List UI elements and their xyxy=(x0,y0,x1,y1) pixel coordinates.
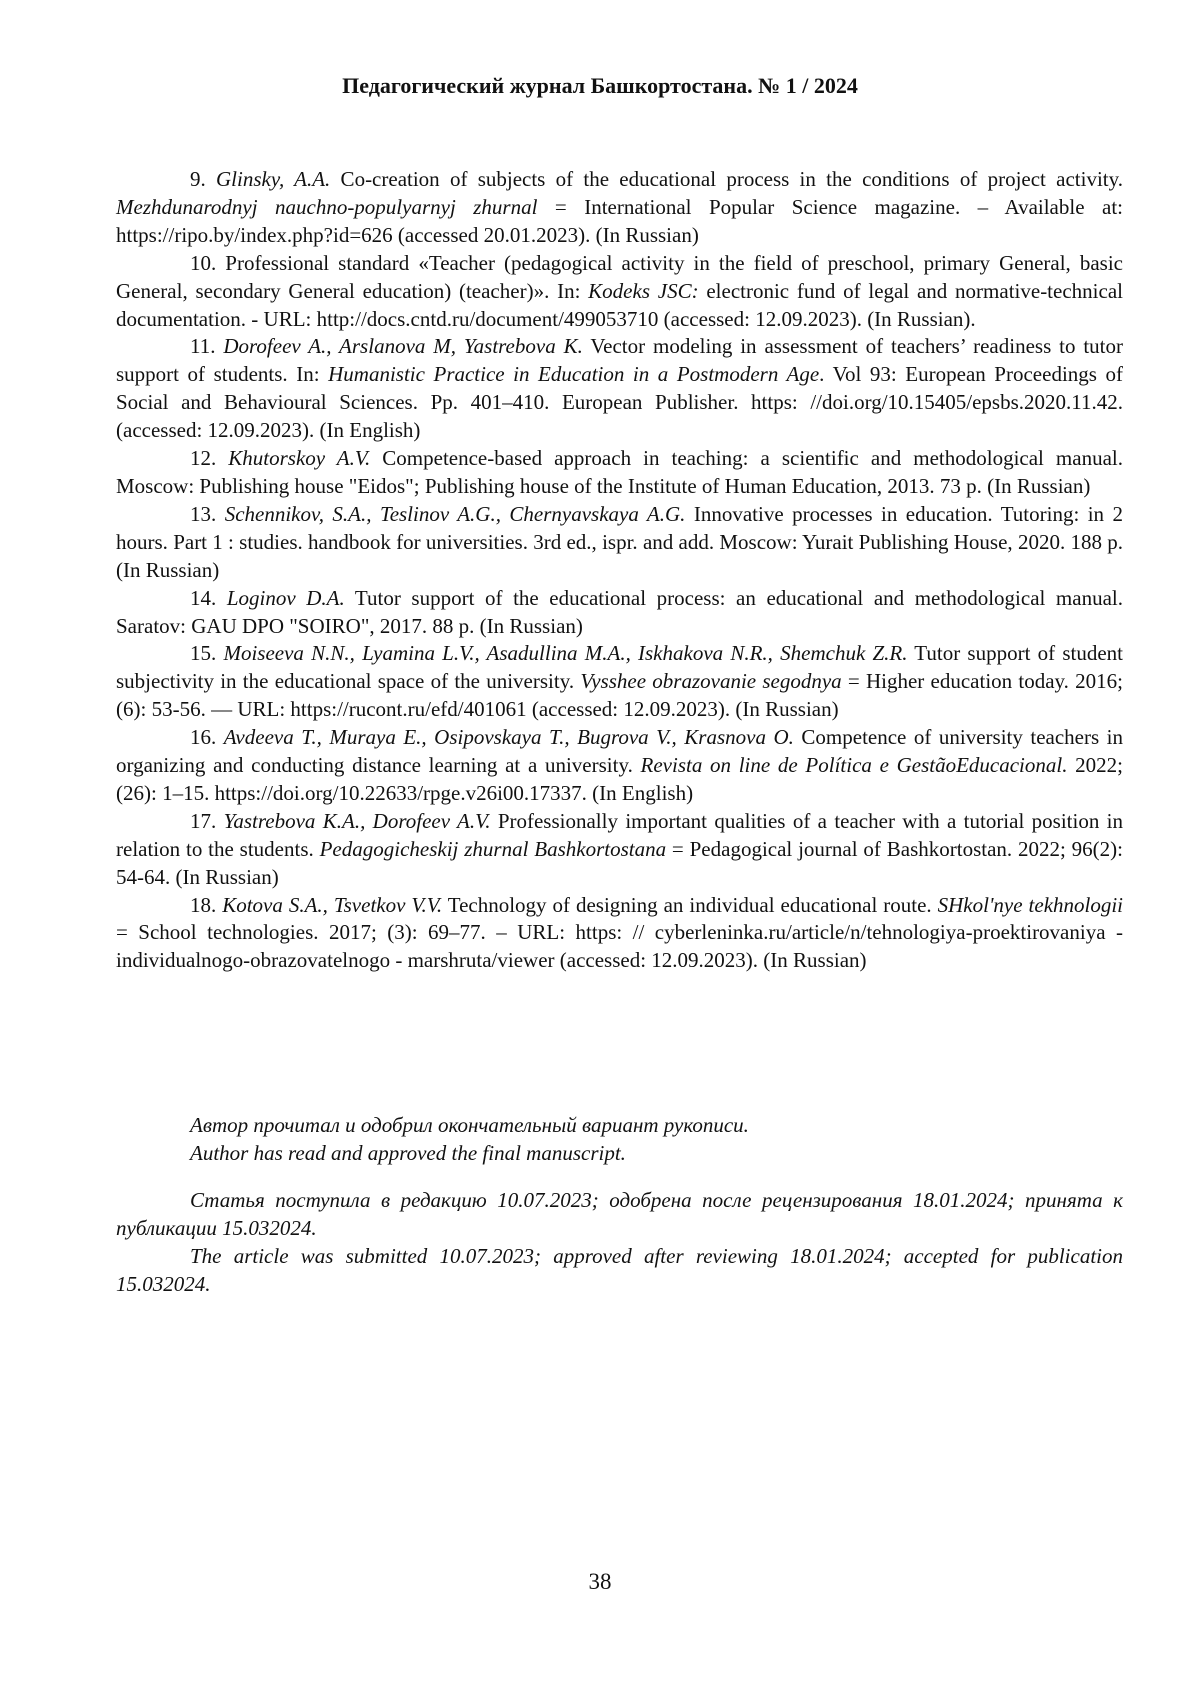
reference-number: 17. xyxy=(190,808,217,833)
reference-item xyxy=(116,250,1123,334)
reference-text: Technology of designing an individual educational route. xyxy=(442,892,938,917)
reference-italic-text: Moiseeva N.N., Lyamina L.V., Asadullina M.A., Iskhakova N.R., Shemchuk Z.R. xyxy=(223,641,908,666)
reference-number: 15. xyxy=(190,641,217,666)
reference-italic-text: Loginov D.A. xyxy=(226,585,345,610)
reference-italic-text: Khutorskoy A.V. xyxy=(228,446,371,471)
reference-italic-text: Schennikov, S.A., Teslinov A.G., Chernyavskaya A.G. xyxy=(224,501,686,526)
reference-text: electronic fund of legal and normative-technical documentation. - URL: http://docs.cntd.ru/document/499053710 (accessed: 12.09.2023). (In Russian). xyxy=(116,278,1123,331)
reference-text: Tutor support of student subjectivity in the educational space of the university. xyxy=(116,641,1123,694)
reference-number: 13. xyxy=(190,501,217,526)
reference-italic-text: Vysshee obrazovanie segodnya xyxy=(580,669,842,694)
reference-text: = School technologies. 2017; (3): 69–77. – URL: https: // cyberleninka.ru/article/n/tehnologiya-proektirovaniya - individualnogo-obrazovatelnogo - marshruta/viewer (accessed: 12.09.2023). (In Russian) xyxy=(116,920,1123,973)
reference-number: 14. xyxy=(190,585,217,610)
reference-text: = Pedagogical journal of Bashkortostan. 2022; 96(2): 54-64. (In Russian) xyxy=(116,836,1124,889)
page-number: 38 xyxy=(588,1569,612,1594)
reference-text xyxy=(216,446,228,470)
reference-item xyxy=(116,892,1123,976)
reference-italic-text: Dorofeev A., Arslanova M, Yastrebova K. xyxy=(223,334,583,359)
reference-text: Co-creation of subjects of the educational process in the conditions of project activity. xyxy=(330,167,1124,191)
reference-item xyxy=(116,333,1123,445)
reference-number: 11. xyxy=(190,334,216,359)
reference-text: Professional standard «Teacher (pedagogical activity in the field of preschool, primary General, basic General, secondary General education) (teacher)». In: xyxy=(116,250,1123,303)
reference-text xyxy=(216,502,224,526)
reference-list xyxy=(116,166,1123,975)
journal-header: Педагогический журнал Башкортостана. № 1 / 2024 xyxy=(342,73,858,98)
reference-text: . Vol 93: European Proceedings of Social and Behavioural Sciences. Pp. 401–410. European Publisher. https: //doi.org/10.15405/epsbs.2020.11.42. (accessed: 12.09.2023). (In English) xyxy=(116,362,1123,443)
reference-text xyxy=(216,725,224,749)
reference-text xyxy=(216,809,223,833)
reference-number: 9. xyxy=(190,167,206,191)
reference-item xyxy=(116,640,1123,724)
reference-item xyxy=(116,808,1123,892)
reference-text: = International Popular Science magazine. – Available at: https://ripo.by/index.php?id=626 (accessed 20.01.2023). (In Russian) xyxy=(116,194,1123,247)
reference-text: 2022; (26): 1–15. https://doi.org/10.22633/rpge.v26i00.17337. (In English) xyxy=(116,753,1124,805)
reference-text: = Higher education today. 2016; (6): 53-56. — URL: https://rucont.ru/efd/401061 (accessed: 12.09.2023). (In Russian) xyxy=(116,669,1124,722)
reference-number: 18. xyxy=(190,892,217,917)
reference-italic-text: Mezhdunarodnyj nauchno-populyarnyj zhurnal xyxy=(116,194,538,219)
notes-spacer xyxy=(116,1168,1123,1187)
reference-number: 12. xyxy=(190,446,217,471)
reference-number: 16. xyxy=(190,725,217,750)
reference-italic-text: Kotova S.A., Tsvetkov V.V. xyxy=(222,892,443,917)
reference-text: Competence-based approach in teaching: a scientific and methodological manual. Moscow: Publishing house "Eidos"; Publishing house of the Institute of Human Education, 2013. 73 p. (In Russian) xyxy=(116,446,1123,498)
reference-item xyxy=(116,445,1123,501)
reference-italic-text: Pedagogicheskij zhurnal Bashkortostana xyxy=(319,836,667,861)
reference-italic-text: Avdeeva T., Muraya E., Osipovskaya T., Bugrova V., Krasnova O. xyxy=(223,725,794,750)
author-approval-en: Author has read and approved the final manuscript. xyxy=(190,1140,626,1165)
reference-item xyxy=(116,166,1123,250)
reference-item xyxy=(116,585,1123,641)
article-notes xyxy=(116,1112,1123,1298)
reference-italic-text: Kodeks JSC: xyxy=(588,278,699,303)
reference-text xyxy=(216,586,227,610)
reference-italic-text: SHkol'nye tekhnologii xyxy=(937,892,1124,917)
reference-text: Vector modeling in assessment of teachers’ readiness to tutor support of students. In: xyxy=(116,334,1124,387)
reference-text: Innovative processes in education. Tutoring: in 2 hours. Part 1 : studies. handbook for universities. 3rd ed., ispr. and add. Moscow: Yurait Publishing House, 2020. 188 p. (In Russian) xyxy=(116,501,1123,582)
author-approval-ru: Автор прочитал и одобрил окончательный вариант рукописи. xyxy=(190,1113,749,1137)
submission-dates-en: The article was submitted 10.07.2023; approved after reviewing 18.01.2024; accepted for publication 15.032024. xyxy=(116,1243,1123,1296)
reference-item xyxy=(116,501,1123,585)
reference-italic-text: Humanistic Practice in Education in a Postmodern Age xyxy=(328,362,820,387)
reference-italic-text: Glinsky, A.A. xyxy=(216,167,331,191)
reference-text: Competence of university teachers in organizing and conducting distance learning at a university. xyxy=(116,725,1124,778)
reference-italic-text: Revista on line de Política e GestãoEducacional. xyxy=(640,753,1068,778)
submission-dates-ru: Статья поступила в редакцию 10.07.2023; одобрена после рецензирования 18.01.2024; принята к публикации 15.032024. xyxy=(116,1187,1123,1240)
reference-item xyxy=(116,724,1123,808)
reference-italic-text: Yastrebova K.A., Dorofeev A.V. xyxy=(223,808,491,833)
reference-text xyxy=(206,167,216,191)
reference-text: Professionally important qualities of a teacher with a tutorial position in relation to the students. xyxy=(116,808,1124,861)
reference-number: 10. xyxy=(190,250,217,275)
reference-text: Tutor support of the educational process: an educational and methodological manual. Saratov: GAU DPO "SOIRO", 2017. 88 p. (In Russian) xyxy=(116,585,1123,638)
